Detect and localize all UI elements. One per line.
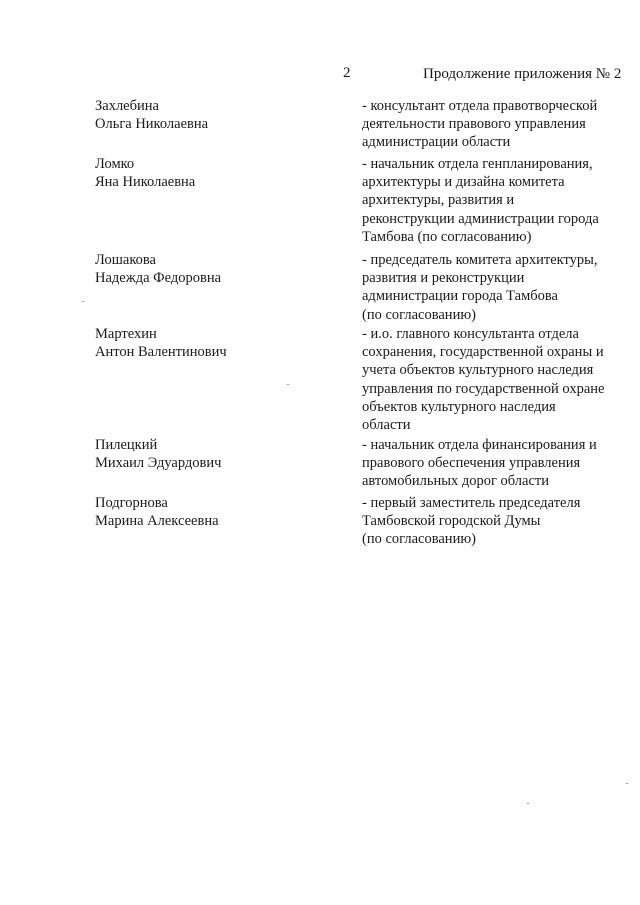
scan-speck <box>527 803 529 804</box>
member-given-names: Антон Валентинович <box>95 344 227 360</box>
position-line: учета объектов культурного наследия <box>362 362 594 379</box>
position-line: архитектуры, развития и <box>362 192 515 209</box>
member-name <box>95 436 335 472</box>
member-surname: Подгорнова <box>95 495 168 511</box>
position-line: Тамбовской городской Думы <box>362 513 541 530</box>
position-line: администрации города Тамбова <box>362 288 558 305</box>
position-line: - председатель комитета архитектуры, <box>362 252 598 268</box>
member-position <box>362 251 630 324</box>
position-line: управления по государственной охране <box>362 380 605 397</box>
position-line: - и.о. главного консультанта отдела <box>362 326 579 342</box>
member-surname: Мартехин <box>95 326 157 342</box>
position-line: (по согласованию) <box>362 306 476 323</box>
position-line: администрации области <box>362 134 511 151</box>
member-surname: Ломко <box>95 156 135 172</box>
position-line: архитектуры и дизайна комитета <box>362 174 565 191</box>
member-name <box>95 494 335 530</box>
continuation-header: Продолжение приложения № 2 <box>423 66 622 82</box>
member-name <box>95 325 335 361</box>
position-line: - консультант отдела правотворческой <box>362 98 598 114</box>
member-given-names: Михаил Эдуардович <box>95 455 222 471</box>
scan-speck <box>626 783 628 784</box>
position-line: - начальник отдела генпланирования, <box>362 156 593 172</box>
position-line: правового обеспечения управления <box>362 455 581 472</box>
member-position <box>362 325 630 434</box>
member-position <box>362 494 630 549</box>
member-name <box>95 97 335 133</box>
member-position <box>362 155 630 246</box>
member-surname: Пилецкий <box>95 437 158 453</box>
member-name <box>95 155 335 191</box>
member-surname: Лошакова <box>95 252 156 268</box>
position-line: - первый заместитель председателя <box>362 495 581 511</box>
scan-speck <box>82 301 84 302</box>
position-line: области <box>362 417 411 434</box>
scan-speck <box>287 384 289 385</box>
member-position <box>362 436 630 491</box>
page-number: 2 <box>343 65 351 81</box>
member-position <box>362 97 630 152</box>
position-line: автомобильных дорог области <box>362 473 549 490</box>
member-given-names: Яна Николаевна <box>95 174 196 190</box>
member-given-names: Ольга Николаевна <box>95 116 209 132</box>
member-given-names: Надежда Федоровна <box>95 270 222 286</box>
position-line: деятельности правового управления <box>362 116 586 133</box>
position-line: реконструкции администрации города <box>362 210 599 227</box>
member-name <box>95 251 335 287</box>
member-surname: Захлебина <box>95 98 159 114</box>
position-line: объектов культурного наследия <box>362 398 556 415</box>
position-line: сохранения, государственной охраны и <box>362 344 604 361</box>
position-line: - начальник отдела финансирования и <box>362 437 597 453</box>
position-line: Тамбова (по согласованию) <box>362 228 532 245</box>
position-line: (по согласованию) <box>362 531 476 548</box>
position-line: развития и реконструкции <box>362 270 525 287</box>
member-given-names: Марина Алексеевна <box>95 513 219 529</box>
